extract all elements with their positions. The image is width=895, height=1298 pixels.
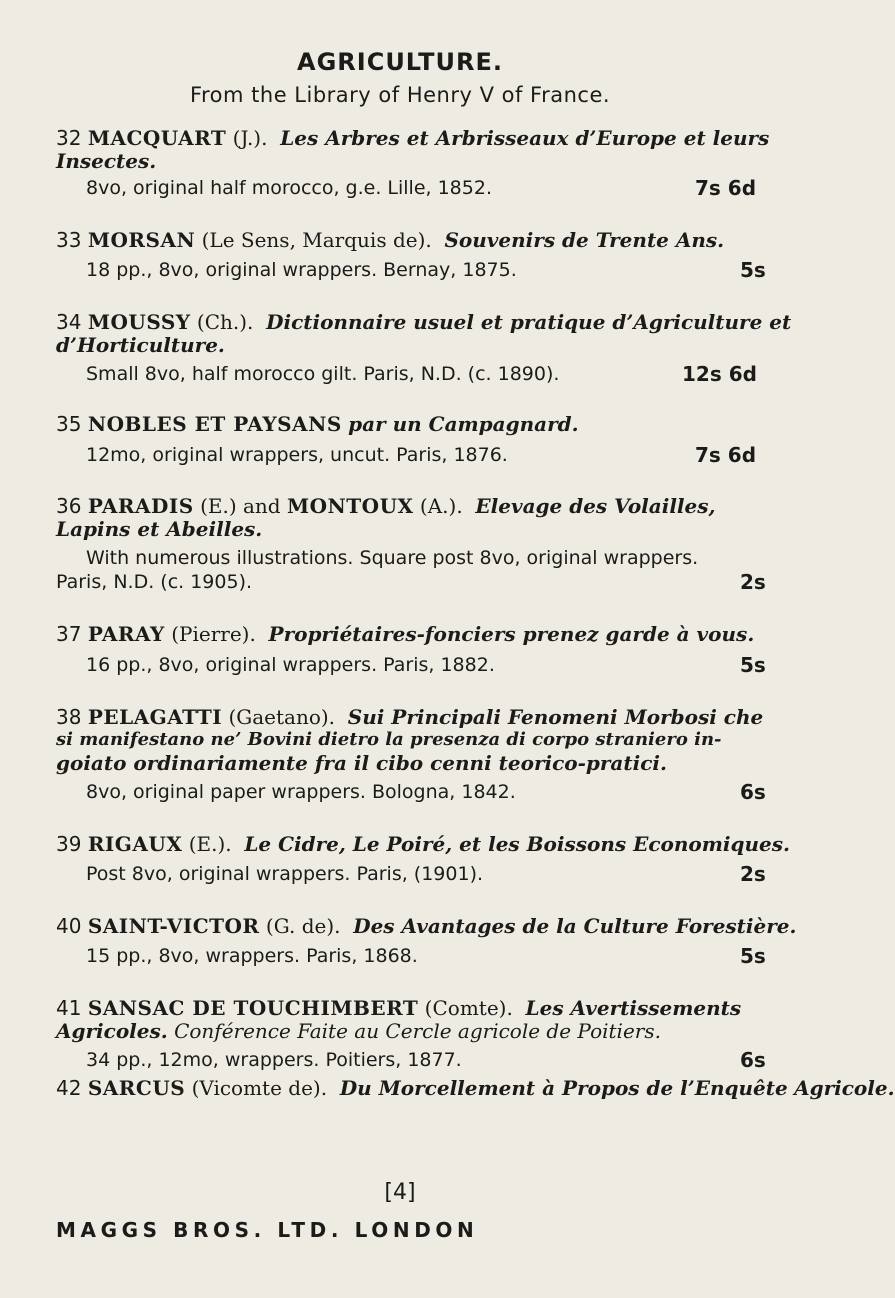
entry-title-cont: Agricole. (794, 1076, 895, 1100)
entry-description: Small 8vo, half morocco gilt. Paris, N.D. (c. 1890). (86, 363, 560, 385)
entry-author-detail: (E.) and (200, 494, 281, 518)
entry-author: RIGAUX (87, 832, 183, 856)
entry-price: 7s 6d (695, 443, 757, 467)
entry-title-cont: Agricoles. (56, 1019, 168, 1043)
entry-author: PARADIS (87, 494, 194, 518)
entry-heading (56, 494, 715, 518)
entry-title-cont: Insectes. (56, 149, 157, 173)
entry-description: 8vo, original half morocco, g.e. Lille, 1852. (86, 177, 492, 199)
entry-number: 36 (56, 494, 82, 518)
entry-coauthor: MONTOUX (286, 494, 414, 518)
entry-description: 12mo, original wrappers, uncut. Paris, 1876. (86, 444, 508, 466)
entry-author-detail: (Le Sens, Marquis de). (201, 228, 432, 252)
entry-author: PARAY (87, 622, 165, 646)
entry-price: 6s (740, 1048, 766, 1072)
entry-description: 18 pp., 8vo, original wrappers. Bernay, 1875. (86, 259, 517, 281)
entry-number: 33 (56, 228, 82, 252)
entry-number: 38 (56, 705, 82, 729)
entry-number: 37 (56, 622, 82, 646)
entry-heading (56, 310, 791, 334)
entry-title: Propriétaires-fonciers prenez garde à vous. (268, 622, 755, 646)
entry-heading (56, 705, 763, 729)
entry-subtitle: Conférence Faite au Cercle agricole de Poitiers. (174, 1019, 661, 1043)
entry-heading (56, 1076, 895, 1100)
entry-description-cont: Paris, N.D. (c. 1905). (56, 571, 253, 593)
entry-number: 40 (56, 914, 82, 938)
entry-heading (56, 996, 741, 1020)
entry-number: 41 (56, 996, 82, 1020)
page-number: [4] (384, 1180, 416, 1205)
entry-author: SANSAC DE TOUCHIMBERT (87, 996, 419, 1020)
entry-author: MACQUART (87, 126, 227, 150)
entry-description: Post 8vo, original wrappers. Paris, (1901). (86, 863, 484, 885)
entry-title: Sui Principali Fenomeni Morbosi che (347, 705, 764, 729)
entry-description: 34 pp., 12mo, wrappers. Poitiers, 1877. (86, 1049, 462, 1071)
entry-price: 2s (740, 570, 766, 594)
entry-author: PELAGATTI (87, 705, 223, 729)
entry-number: 42 (56, 1076, 82, 1100)
entry-description: With numerous illustrations. Square post 8vo, original wrappers. (86, 547, 699, 569)
entry-price: 6s (740, 780, 766, 804)
entry-coauthor-detail: (A.). (419, 494, 463, 518)
entry-price: 7s 6d (695, 176, 757, 200)
entry-description: 8vo, original paper wrappers. Bologna, 1842. (86, 781, 516, 803)
entry-author: NOBLES ET PAYSANS (87, 412, 342, 436)
entry-title: par un Campagnard. (348, 412, 579, 436)
entry-author: SAINT-VICTOR (87, 914, 260, 938)
entry-author-detail: (E.). (188, 832, 232, 856)
entry-author-detail: (Ch.). (196, 310, 254, 334)
entry-title: Du Morcellement à Propos de l’Enquête (339, 1076, 788, 1100)
entry-price: 12s 6d (682, 362, 757, 386)
entry-title: Les Arbres et Arbrisseaux d’Europe et leurs (280, 126, 770, 150)
entry-title: Souvenirs de Trente Ans. (444, 228, 725, 252)
entry-price: 2s (740, 862, 766, 886)
entry-number: 32 (56, 126, 82, 150)
entry-heading (56, 412, 579, 436)
entry-title: Les Avertissements (525, 996, 742, 1020)
entry-author-detail: (J.). (232, 126, 268, 150)
page-subtitle: From the Library of Henry V of France. (189, 83, 611, 107)
entry-heading (56, 832, 790, 856)
entry-heading (56, 622, 754, 646)
entry-title: Des Avantages de la Culture Forestière. (353, 914, 797, 938)
entry-title: Le Cidre, Le Poiré, et les Boissons Economiques. (244, 832, 790, 856)
entry-heading (56, 126, 769, 150)
entry-price: 5s (740, 258, 766, 282)
entry-author: SARCUS (87, 1076, 186, 1100)
entry-author-detail: (Vicomte de). (191, 1076, 328, 1100)
entry-title-cont: si manifestano ne’ Bovini dietro la presenza di corpo straniero in- (56, 729, 722, 750)
entry-author-detail: (Gaetano). (228, 705, 336, 729)
entry-author: MORSAN (87, 228, 196, 252)
entry-title-cont: goiato ordinariamente fra il cibo cenni teorico-pratici. (56, 751, 667, 775)
entry-title-cont: Lapins et Abeilles. (56, 517, 263, 541)
entry-heading (56, 228, 724, 252)
entry-number: 34 (56, 310, 82, 334)
entry-author-detail: (Pierre). (171, 622, 256, 646)
entry-description: 15 pp., 8vo, wrappers. Paris, 1868. (86, 945, 418, 967)
entry-author-detail: (G. de). (265, 914, 341, 938)
entry-price: 5s (740, 653, 766, 677)
entry-heading (56, 914, 796, 938)
entry-description: 16 pp., 8vo, original wrappers. Paris, 1882. (86, 654, 495, 676)
entry-price: 5s (740, 944, 766, 968)
entry-title-cont: d’Horticulture. (56, 333, 225, 357)
entry-author-detail: (Comte). (424, 996, 513, 1020)
entry-title: Elevage des Volailles, (475, 494, 716, 518)
page-title: AGRICULTURE. (297, 48, 503, 76)
entry-number: 39 (56, 832, 82, 856)
publisher-footer: MAGGS BROS. LTD. LONDON (56, 1218, 479, 1242)
entry-author: MOUSSY (87, 310, 191, 334)
entry-number: 35 (56, 412, 82, 436)
entry-title: Dictionnaire usuel et pratique d’Agriculture et (266, 310, 792, 334)
